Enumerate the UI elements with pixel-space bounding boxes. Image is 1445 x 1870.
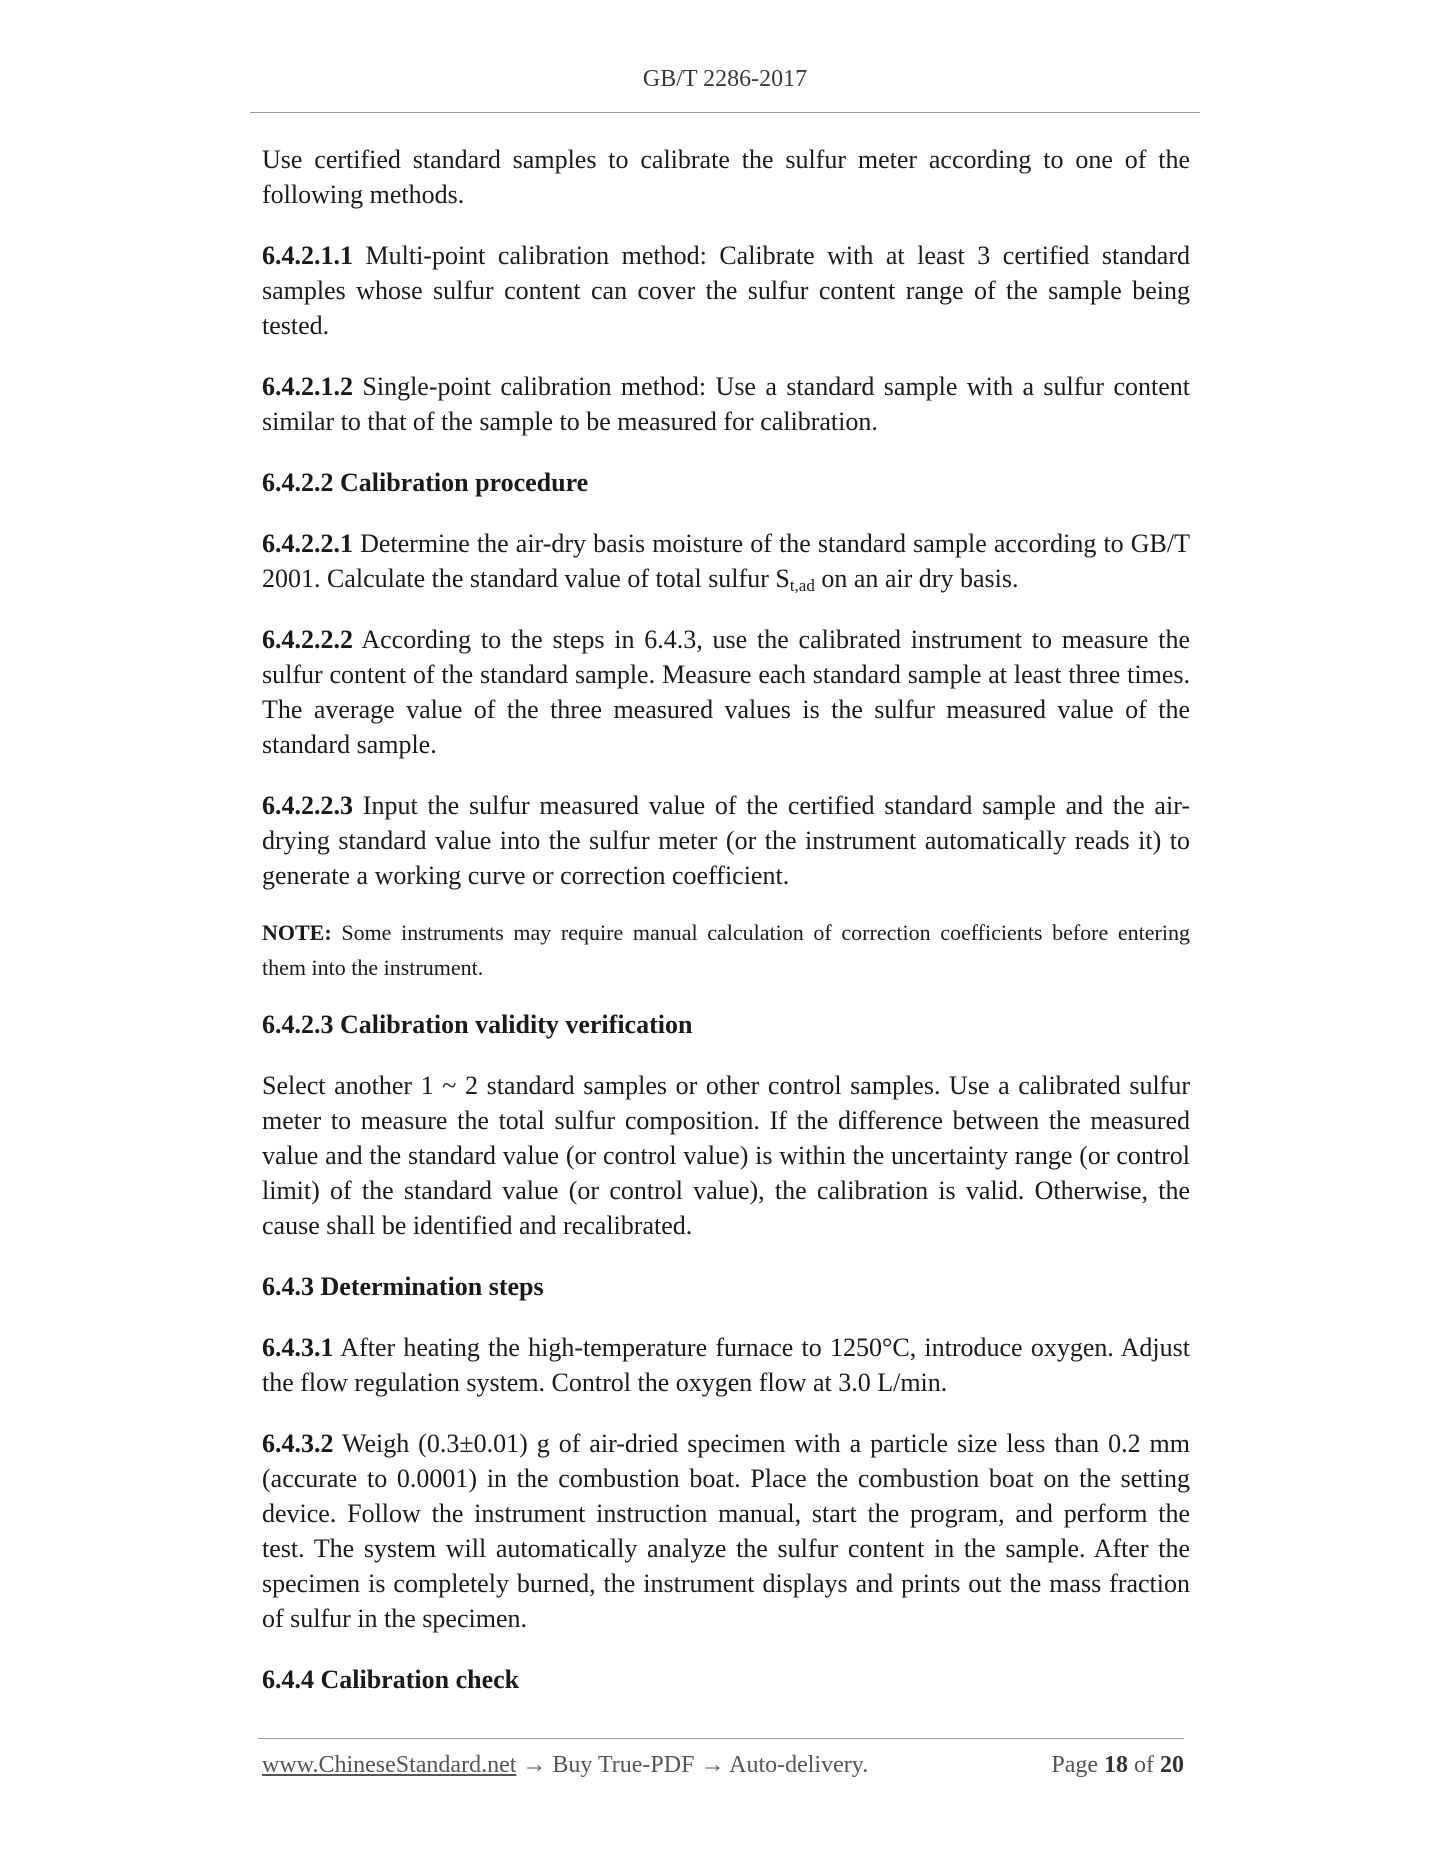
validity-paragraph: Select another 1 ~ 2 standard samples or other control samples. Use a calibrated sulfur meter to measure the total sulfur composition. If the difference between the measured value and the standard value (or control value) is within the uncertainty range (or control limit) of the standard value (or control value), the calibration is valid. Otherwise, the cause shall be identified and recalibrated. bbox=[262, 1071, 1190, 1240]
site-link[interactable]: www.ChineseStandard.net bbox=[262, 1752, 517, 1778]
heading-6-4-2-3: 6.4.2.3 Calibration validity verification bbox=[262, 1010, 693, 1039]
clause-number: 6.4.2.2.2 bbox=[262, 625, 353, 654]
clause-6-4-2-1-1 bbox=[262, 238, 1190, 343]
header-divider bbox=[250, 112, 1200, 113]
clause-text: Weigh (0.3±0.01) g of air-dried specimen with a particle size less than 0.2 mm (accurate to 0.0001) in the combustion boat. Place the combustion boat on the setting device. Follow the instrument instruction manual, start the program, and perform the test. The system will automatically analyze the sulfur content in the sample. After the specimen is completely burned, the instrument displays and prints out the mass fraction of sulfur in the specimen. bbox=[262, 1429, 1190, 1633]
clause-6-4-3-1 bbox=[262, 1330, 1190, 1400]
document-header: GB/T 2286-2017 bbox=[642, 66, 808, 92]
clause-6-4-2-2-2 bbox=[262, 622, 1190, 762]
note-label: NOTE: bbox=[262, 920, 332, 945]
clause-text: Multi-point calibration method: Calibrate with at least 3 certified standard samples whose sulfur content can cover the sulfur content range of the sample being tested. bbox=[262, 241, 1190, 340]
clause-text: Single-point calibration method: Use a standard sample with a sulfur content similar to that of the sample to be measured for calibration. bbox=[262, 372, 1190, 436]
clause-6-4-2-1-2 bbox=[262, 369, 1190, 439]
clause-number: 6.4.3.2 bbox=[262, 1429, 334, 1458]
clause-text: According to the steps in 6.4.3, use the calibrated instrument to measure the sulfur content of the standard sample. Measure each standard sample at least three times. The average value of the three measured values is the sulfur measured value of the standard sample. bbox=[262, 625, 1190, 759]
note-paragraph bbox=[262, 915, 1190, 985]
page-footer bbox=[262, 1752, 1184, 1779]
footer-tagline: → Buy True-PDF → Auto-delivery. bbox=[516, 1752, 869, 1778]
note-text: Some instruments may require manual calculation of correction coefficients before entering them into the instrument. bbox=[262, 920, 1190, 980]
clause-6-4-3-2 bbox=[262, 1426, 1190, 1636]
clause-text: Determine the air-dry basis moisture of the standard sample according to GB/T 2001. Calculate the standard value of total sulfur S bbox=[262, 529, 1190, 593]
of-word: of bbox=[1128, 1752, 1160, 1778]
heading-6-4-2-2: 6.4.2.2 Calibration procedure bbox=[262, 468, 589, 497]
subscript-t-ad: t,ad bbox=[789, 576, 815, 595]
clause-number: 6.4.2.1.1 bbox=[262, 241, 353, 270]
clause-text: Input the sulfur measured value of the certified standard sample and the air-drying standard value into the sulfur meter (or the instrument automatically reads it) to generate a working curve or correction coefficient. bbox=[262, 791, 1190, 890]
clause-text-end: on an air dry basis. bbox=[814, 564, 1019, 593]
heading-6-4-4: 6.4.4 Calibration check bbox=[262, 1665, 520, 1694]
clause-6-4-2-2-1 bbox=[262, 526, 1190, 596]
intro-paragraph: Use certified standard samples to calibrate the sulfur meter according to one of the following methods. bbox=[262, 145, 1190, 209]
footer-left bbox=[262, 1752, 868, 1779]
clause-number: 6.4.2.1.2 bbox=[262, 372, 353, 401]
clause-6-4-2-2-3 bbox=[262, 788, 1190, 893]
clause-text: After heating the high-temperature furnace to 1250°C, introduce oxygen. Adjust the flow regulation system. Control the oxygen flow at 3.0 L/min. bbox=[262, 1333, 1190, 1397]
document-body bbox=[262, 142, 1190, 1723]
page-total: 20 bbox=[1160, 1752, 1184, 1778]
footer-divider bbox=[258, 1738, 1184, 1739]
page-number: 18 bbox=[1104, 1752, 1128, 1778]
clause-number: 6.4.2.2.1 bbox=[262, 529, 353, 558]
page-word: Page bbox=[1051, 1752, 1104, 1778]
heading-6-4-3: 6.4.3 Determination steps bbox=[262, 1272, 544, 1301]
clause-number: 6.4.3.1 bbox=[262, 1333, 334, 1362]
clause-number: 6.4.2.2.3 bbox=[262, 791, 353, 820]
page-indicator bbox=[1051, 1752, 1184, 1779]
